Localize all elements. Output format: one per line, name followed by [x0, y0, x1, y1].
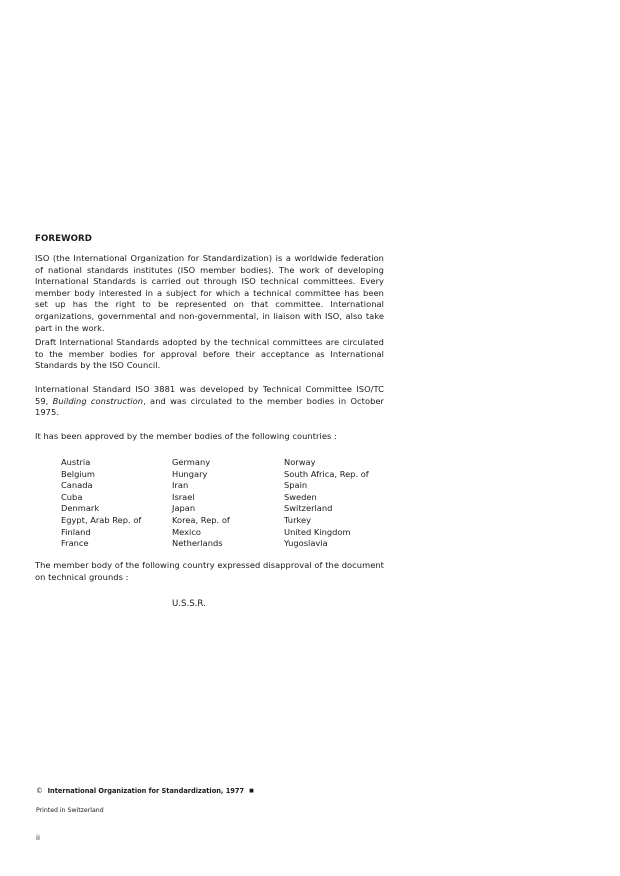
- disapproving-country: U.S.S.R.: [172, 599, 206, 609]
- printed-in-note: Printed in Switzerland: [36, 807, 104, 814]
- country-item: Hungary: [172, 468, 208, 479]
- country-item: Turkey: [284, 514, 312, 525]
- paragraph-iso-3881: [35, 384, 384, 419]
- country-item: Austria: [61, 457, 91, 467]
- country-item: Japan: [172, 503, 196, 514]
- country-item: Norway: [284, 457, 316, 467]
- country-item: Spain: [284, 480, 308, 491]
- country-item: Mexico: [172, 526, 201, 537]
- country-item: Yugoslavia: [284, 538, 328, 549]
- country-item: South Africa, Rep. of: [284, 468, 369, 479]
- paragraph-approval-intro: [35, 431, 384, 443]
- country-item: France: [61, 538, 89, 549]
- country-item: Finland: [61, 526, 91, 537]
- country-item: Iran: [172, 480, 189, 491]
- paragraph-text: It has been approved by the member bodies of the following countries :: [35, 431, 337, 441]
- country-item: United Kingdom: [284, 526, 351, 537]
- paragraph-text: ISO (the International Organization for Standardization) is a worldwide federation of national standards institutes (ISO member bodies). The work of developing International Standards is carried out through ISO technical committees. Every member body interested in a subject for which a technical committee has been set up has the right to be represented on that committee. International organizations, governmental and non-governmental, in liaison with ISO, also take part in the work.: [35, 253, 384, 333]
- country-item: Korea, Rep. of: [172, 514, 230, 525]
- country-item: Sweden: [284, 491, 317, 502]
- copyright-line: [36, 786, 254, 796]
- page-number: ii: [36, 834, 40, 842]
- country-item: Denmark: [61, 503, 100, 514]
- paragraph-text: The member body of the following country expressed disapproval of the document on technical grounds :: [35, 560, 384, 582]
- country-item: Belgium: [61, 468, 96, 479]
- country-item: Netherlands: [172, 538, 223, 549]
- country-item: Canada: [61, 480, 93, 491]
- copyright-icon: ©: [36, 787, 43, 795]
- approving-countries-list: [61, 457, 404, 550]
- paragraph-draft-standards: [35, 337, 384, 372]
- paragraph-text: Draft International Standards adopted by the technical committees are circulated to the member bodies for approval before their acceptance as International Standards by the ISO Council.: [35, 337, 384, 371]
- paragraph-text: International Standard ISO 3881 was developed by Technical Committee ISO/TC 59,: [35, 384, 384, 406]
- country-item: Germany: [172, 457, 211, 467]
- paragraph-iso-description: [35, 253, 384, 334]
- copyright-text: International Organization for Standardization, 1977: [47, 787, 245, 795]
- paragraph-text: , and was circulated to the member bodies in October 1975.: [35, 395, 384, 418]
- foreword-heading: FOREWORD: [35, 234, 92, 244]
- committee-title: Building construction: [52, 395, 144, 406]
- country-item: Egypt, Arab Rep. of: [61, 514, 142, 525]
- country-item: Israel: [172, 491, 195, 502]
- country-item: Cuba: [61, 491, 83, 502]
- paragraph-disapproval-intro: [35, 560, 384, 583]
- country-item: Switzerland: [284, 503, 333, 514]
- square-bullet-icon: ■: [249, 788, 254, 794]
